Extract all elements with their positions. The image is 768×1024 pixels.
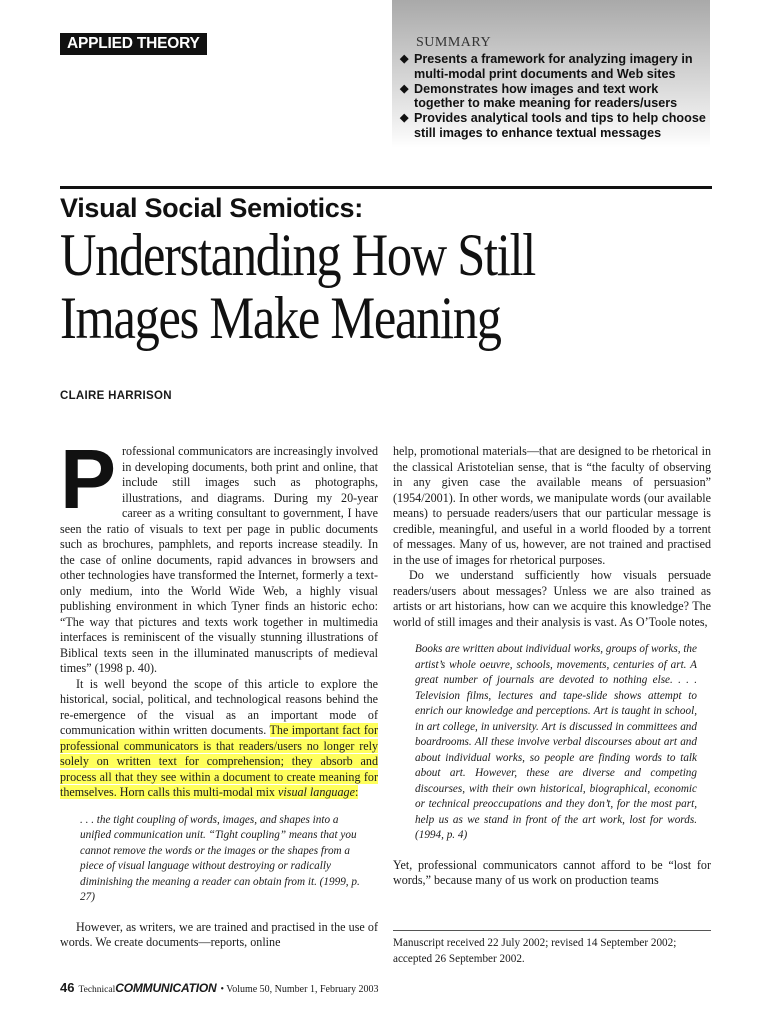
summary-list (398, 52, 708, 141)
journal-name: COMMUNICATION (115, 981, 217, 995)
page-footer (60, 980, 379, 995)
issue-info: • Volume 50, Number 1, February 2003 (220, 984, 379, 995)
block-quote: . . . the tight coupling of words, images, and shapes into a unified communication unit. “Tight coupling” means that you cannot remove the words or the images or the shapes from a piece of visual language without destroying or radically diminishing the meaning a reader can obtain from it. (1999, p. 27) (80, 813, 360, 903)
article-kicker: Visual Social Semiotics: (60, 193, 363, 223)
journal-name-prefix: Technical (78, 985, 116, 995)
summary-box (392, 0, 710, 148)
paragraph: help, promotional materials—that are designed to be rhetorical in the classical Aristotelian sense, that is “the faculty of observing in any given case the available means of persuasion” (1954/2001). In other words, we manipulate words (our available means) to persuade readers/users that our particular message is credible, meaningful, and useful in a world flooded by a torrent of messages. Many of us, however, are not trained and practised in the use of images for rhetorical purposes. (393, 444, 711, 567)
manuscript-note: Manuscript received 22 July 2002; revised 14 September 2002; accepted 26 September 2002. (393, 930, 711, 967)
summary-item: ◆ Provides analytical tools and tips to help choose still images to enhance textual messages (400, 111, 706, 140)
page-number: 46 (60, 980, 75, 995)
column-left (60, 432, 378, 951)
paragraph: Do we understand sufficiently how visuals persuade readers/users about messages? Unless we are also trained as artists or art historians, how can we acquire this knowledge? The world of still images and their analysis is vast. As O’Toole notes, (393, 568, 711, 629)
author-byline: CLAIRE HARRISON (60, 390, 172, 402)
highlighted-text: The important fact for professional communicators is that readers/users no longer rely solely on written text for comprehension; they absorb and process all that they see within a document to create meaning for themselves. Horn calls this multi-modal mix visual language: (60, 723, 378, 799)
diamond-bullet-icon: ◆ (400, 53, 409, 65)
drop-cap: P (60, 432, 117, 526)
article-title: Understanding How Still Images Make Meaning (60, 222, 536, 351)
summary-item: ◆ Demonstrates how images and text work together to make meaning for readers/users (400, 81, 678, 110)
section-tag: APPLIED THEORY (60, 33, 207, 55)
paragraph: Yet, professional communicators cannot afford to be “lost for words,” because many of us work on production teams (393, 857, 711, 887)
paragraph: However, as writers, we are trained and practised in the use of words. We create documents—reports, online (60, 919, 378, 949)
summary-item: ◆ Presents a framework for analyzing imagery in multi-modal print documents and Web sites (400, 52, 693, 81)
paragraph: It is well beyond the scope of this article to explore the historical, social, political, and technological reasons behind the re-emergence of the visual as an important mode of communication within written documents. The important fact for professional communicators is that readers/users no longer rely solely on written text for comprehension; they absorb and process all that they see within a document to create meaning for themselves. Horn calls this multi-modal mix visual language: (60, 676, 378, 799)
summary-title: SUMMARY (416, 35, 492, 50)
title-rule (60, 186, 712, 189)
diamond-bullet-icon: ◆ (400, 112, 409, 124)
block-quote: Books are written about individual works, groups of works, the artist’s whole oeuvre, schools, movements, centuries of art. A great number of journals are devoted to nothing else. . . . Television films, lectures and tape-slide shows attempt to enrich our knowledge and perceptions. Art is taught in school, in art college, in university. Art is discussed in committees and boardrooms. All these involve verbal discourses about art and about individual works, so people are finding words to talk about art. However, these are diverse and competing discourses, with their own historical, biographical, economic or technical preoccupations and they don’t, for the most part, help us as we stand in front of the art work, lost for words. (1994, p. 4) (415, 643, 697, 841)
paragraph: Professional communicators are increasingly involved in developing documents, both print and online, that include still images such as photographs, illustrations, and diagrams. During my 20-year career as a writing consultant to government, I have seen the ratio of visuals to text per page in public documents such as brochures, pamphlets, and reports increase steadily. In the case of online documents, rapid advances in browsers and other technologies have transformed the Internet, formerly a text-only medium, into the World Wide Web, a highly visual publishing environment in which Tyner finds an historic echo: “The way that pictures and texts work together in multimedia interfaces is reminiscent of the visually stunning illustrations of Biblical texts seen in the illuminated manuscripts of medieval times” (1998 p. 40). (60, 432, 378, 675)
diamond-bullet-icon: ◆ (400, 82, 409, 95)
column-right (393, 444, 711, 889)
